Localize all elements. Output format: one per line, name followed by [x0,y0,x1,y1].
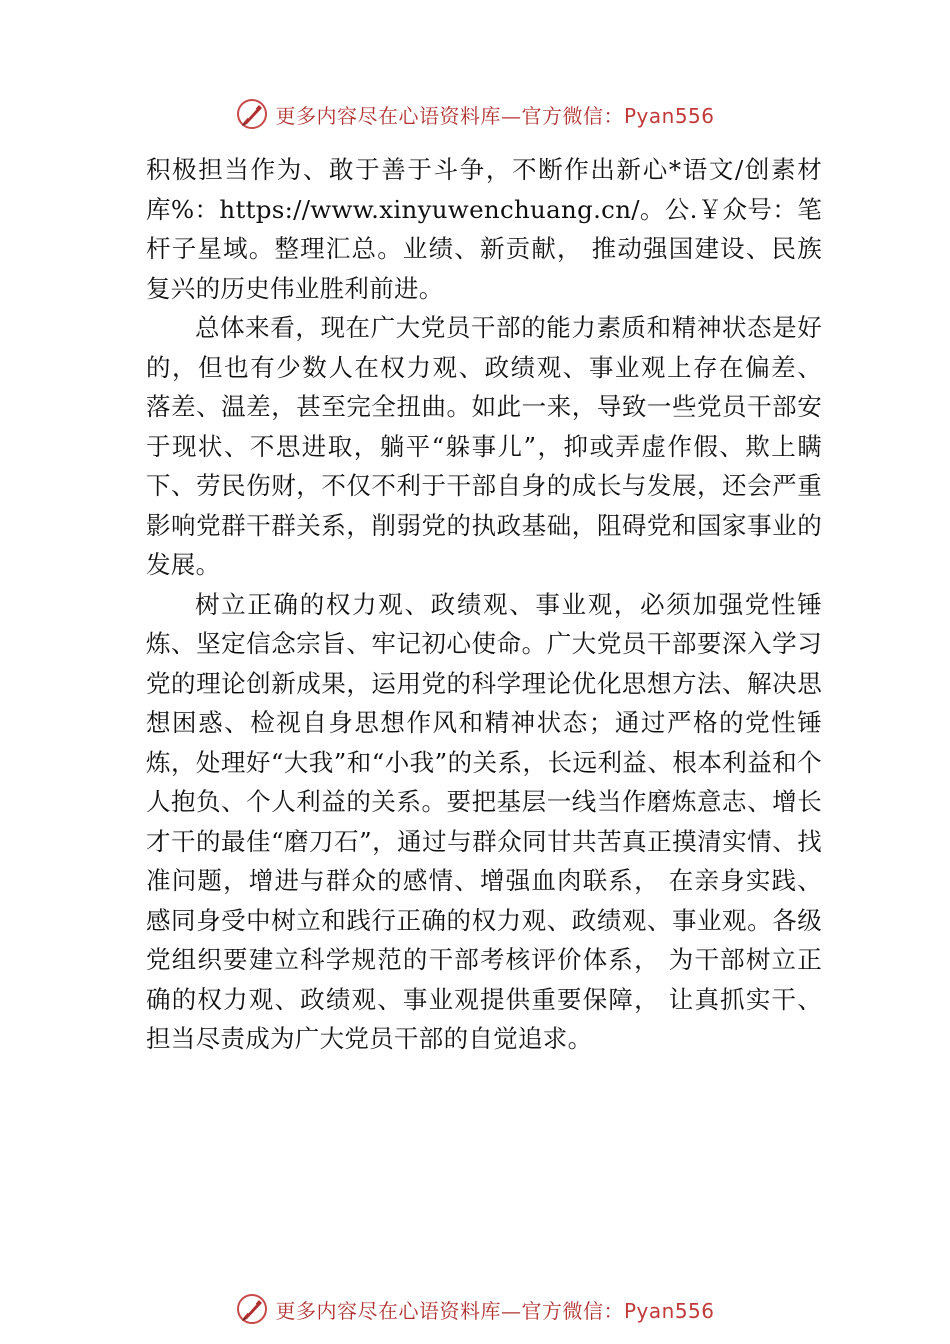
pen-quill-logo-icon [235,97,269,131]
pen-quill-logo-icon [235,1292,269,1326]
footer-wechat-id: Pyan556 [623,1298,715,1323]
header-banner-text [275,100,714,129]
footer-banner-text [275,1295,714,1324]
footer-site-text: 更多内容尽在心语资料库—官方微信： [275,1298,624,1323]
header-site-text: 更多内容尽在心语资料库—官方微信： [275,103,624,128]
document-body [146,150,822,1059]
header-banner [0,94,950,134]
paragraph-3: 树立正确的权力观、政绩观、事业观，必须加强党性锤炼、坚定信念宗旨、牢记初心使命。广大党员干部要深入学习党的理论创新成果，运用党的科学理论优化思想方法、解决思想困惑、检视自身思想作风和精神状态；通过严格的党性锤炼，处理好“大我”和“小我”的关系，长远利益、根本利益和个人抱负、个人利益的关系。要把基层一线当作磨炼意志、增长才干的最佳“磨刀石”，通过与群众同甘共苦真正摸清实情、找准问题，增进与群众的感情、增强血肉联系， 在亲身实践、感同身受中树立和践行正确的权力观、政绩观、事业观。各级党组织要建立科学规范的干部考核评价体系， 为干部树立正确的权力观、政绩观、事业观提供重要保障， 让真抓实干、担当尽责成为广大党员干部的自觉追求。 [146,589,822,1053]
paragraph-1: 积极担当作为、敢于善于斗争，不断作出新心*语文/创素材库%：https://www.xinyuwenchuang.cn/。公.￥众号：笔杆子星域。整理汇总。业绩、新贡献， 推动强国建设、民族复兴的历史伟业胜利前进。 [146,155,822,303]
paragraph-2: 总体来看，现在广大党员干部的能力素质和精神状态是好的，但也有少数人在权力观、政绩观、事业观上存在偏差、 落差、温差，甚至完全扭曲。如此一来，导致一些党员干部安于现状、不思进取，躺平“躲事儿”，抑或弄虚作假、欺上瞒下、劳民伤财，不仅不利于干部自身的成长与发展，还会严重影响党群干群关系，削弱党的执政基础，阻碍党和国家事业的发展。 [146,313,822,579]
header-wechat-id: Pyan556 [623,103,715,128]
footer-banner [0,1289,950,1329]
